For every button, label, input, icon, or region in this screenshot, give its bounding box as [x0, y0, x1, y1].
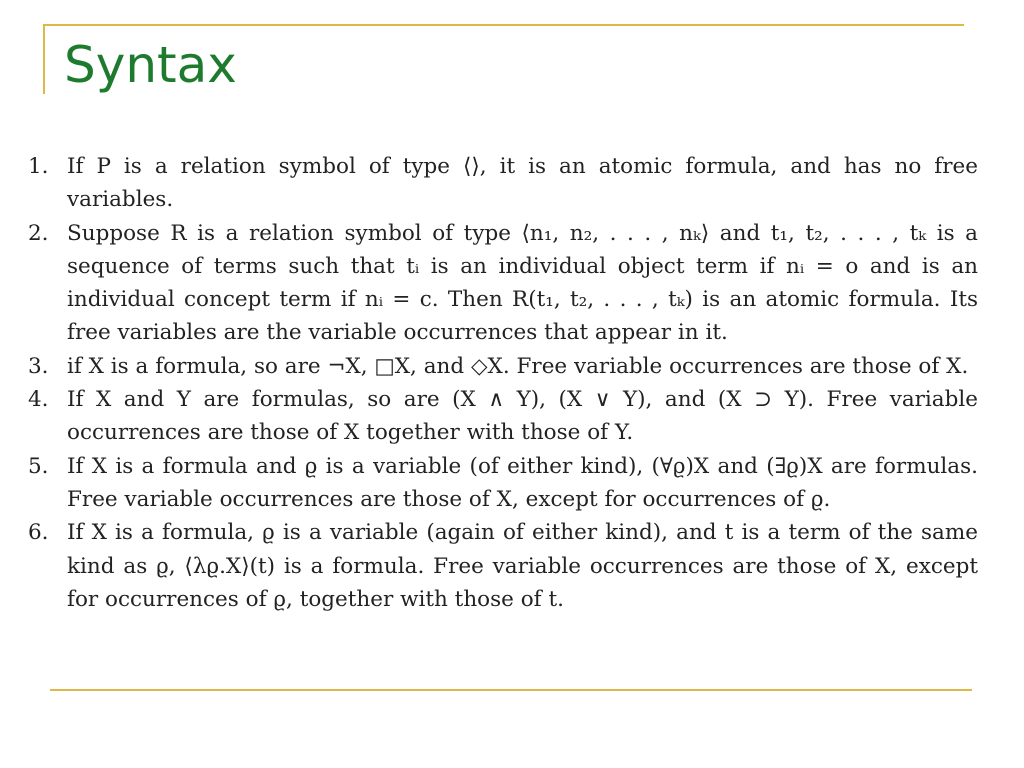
syntax-rule-4	[28, 383, 978, 450]
rule-number: 3.	[28, 353, 49, 379]
slide-title: Syntax	[64, 36, 237, 94]
syntax-rule-5	[28, 450, 978, 517]
syntax-rules-list	[28, 150, 978, 616]
rule-number: 5.	[28, 453, 49, 479]
slide-content	[28, 150, 978, 616]
rule-number: 1.	[28, 154, 49, 179]
syntax-rule-1	[28, 150, 978, 217]
rule-text: If X and Y are formulas, so are (X ∧ Y), (X ∨ Y), and (X ⊃ Y). Free variable occurrences are those of X together with those of Y.	[67, 387, 978, 446]
title-frame-top-rule	[44, 24, 964, 26]
rule-number: 2.	[28, 220, 49, 246]
rule-number: 6.	[28, 520, 49, 546]
syntax-rule-3	[28, 350, 978, 383]
rule-text: If X is a formula, ϱ is a variable (again of either kind), and t is a term of the same kind as ϱ, ⟨λϱ.X⟩(t) is a formula. Free variable occurrences are those of X, except for occurrences of ϱ, together with those of t.	[67, 520, 978, 612]
rule-text: If X is a formula and ϱ is a variable (of either kind), (∀ϱ)X and (∃ϱ)X are formulas. Free variable occurrences are those of X, except for occurrences of ϱ.	[67, 453, 978, 512]
rule-text: if X is a formula, so are ¬X, □X, and ◇X. Free variable occurrences are those of X.	[67, 353, 969, 379]
bottom-accent-rule	[50, 689, 972, 691]
rule-text: If P is a relation symbol of type ⟨⟩, it is an atomic formula, and has no free variables.	[67, 154, 978, 213]
title-frame-left-rule	[43, 24, 45, 94]
syntax-rule-2	[28, 217, 978, 350]
rule-text: Suppose R is a relation symbol of type ⟨n₁, n₂, . . . , nₖ⟩ and t₁, t₂, . . . , tₖ is a sequence of terms such that tᵢ is an individual object term if nᵢ = o and is an individual concept term if nᵢ = c. Then R(t₁, t₂, . . . , tₖ) is an atomic formula. Its free variables are the variable occurrences that appear in it.	[67, 220, 978, 346]
rule-number: 4.	[28, 387, 49, 413]
syntax-rule-6	[28, 516, 978, 616]
